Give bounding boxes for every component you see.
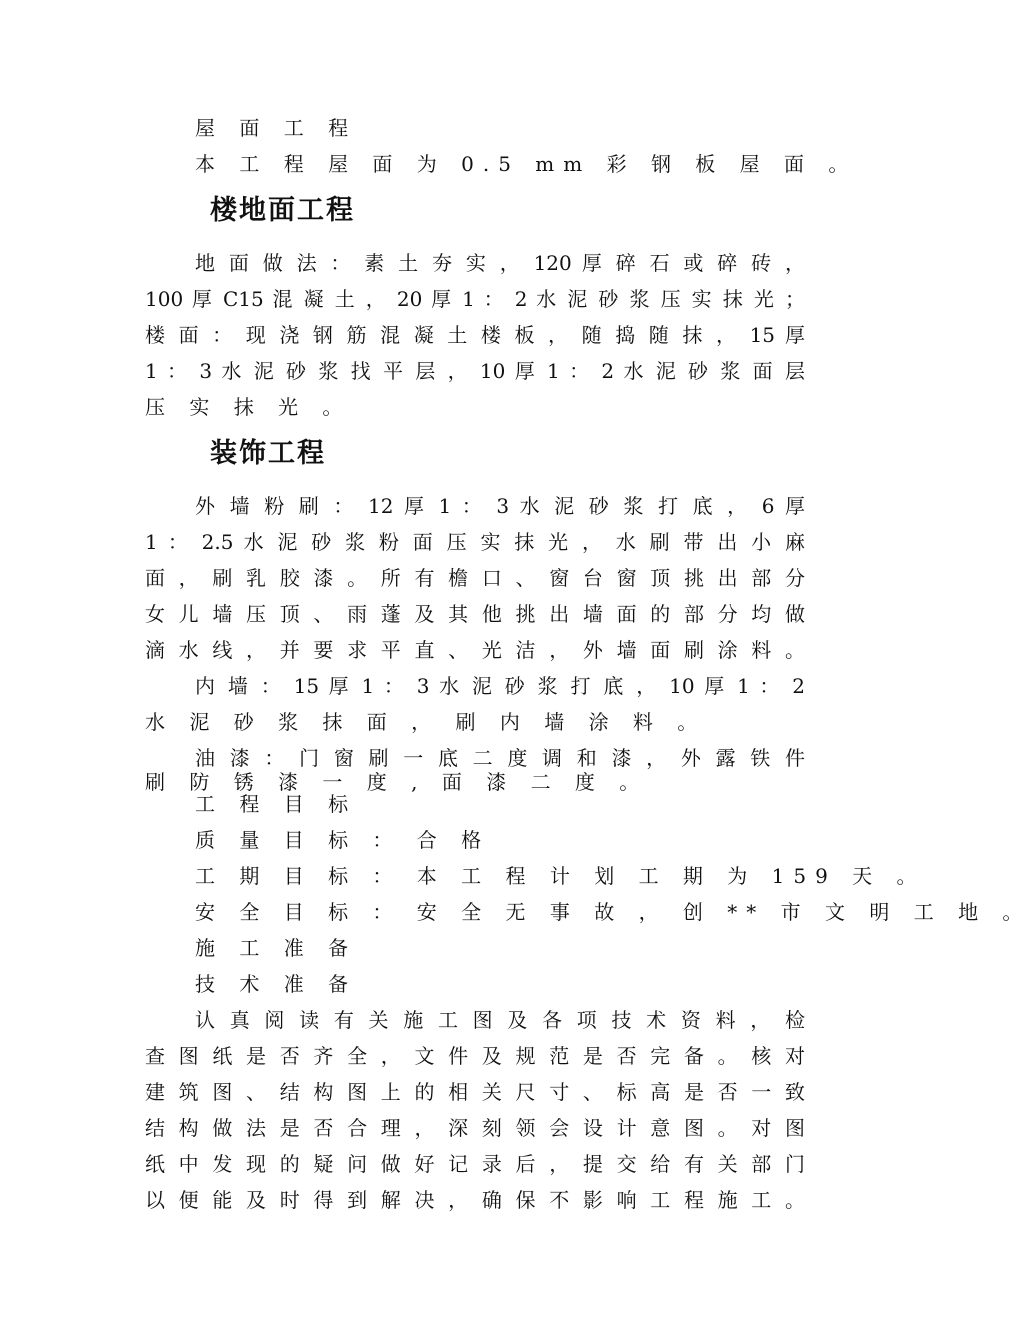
paragraph-line: 1 ： 3 水 泥 砂 浆 找 平 层 ， 10 厚 1 ： 2 水 泥 砂 浆 面 层 <box>145 359 805 383</box>
subheading-construction-preparation: 施 工 准 备 <box>195 936 358 960</box>
paragraph-line: 1 ： 2.5 水 泥 砂 浆 粉 面 压 实 抹 光 ， 水 刷 带 出 小 麻 <box>145 530 805 554</box>
paragraph-line: 纸 中 发 现 的 疑 问 做 好 记 录 后 ， 提 交 给 有 关 部 门 <box>145 1152 805 1176</box>
goal-safety: 安 全 目 标 ： 安 全 无 事 故 ， 创 ** 市 文 明 工 地 。 <box>195 900 1031 924</box>
paragraph-line: 滴 水 线 ， 并 要 求 平 直 、 光 洁 ， 外 墙 面 刷 涂 料 。 <box>145 638 805 662</box>
paragraph-line: 认 真 阅 读 有 关 施 工 图 及 各 项 技 术 资 料 ， 检 <box>195 1008 805 1032</box>
paragraph-line: 查 图 纸 是 否 齐 全 ， 文 件 及 规 范 是 否 完 备 。 核 对 <box>145 1044 805 1068</box>
subheading-project-goals: 工 程 目 标 <box>195 792 358 816</box>
paragraph-line: 压 实 抹 光 。 <box>145 395 352 419</box>
goal-schedule: 工 期 目 标 ： 本 工 程 计 划 工 期 为 159 天 。 <box>195 864 926 888</box>
paragraph-line: 结 构 做 法 是 否 合 理 ， 深 刻 领 会 设 计 意 图 。 对 图 <box>145 1116 805 1140</box>
subheading-roof-works: 屋 面 工 程 <box>195 116 358 140</box>
paragraph-line: 刷 防 锈 漆 一 度 , 面 漆 二 度 。 <box>145 770 649 794</box>
subheading-technical-preparation: 技 术 准 备 <box>195 972 358 996</box>
paragraph-line: 水 泥 砂 浆 抹 面 ， 刷 内 墙 涂 料 。 <box>145 710 707 734</box>
paragraph-line: 地 面 做 法 ： 素 土 夯 实 ， 120 厚 碎 石 或 碎 砖 ， <box>195 251 805 275</box>
paragraph-line: 外 墙 粉 刷 ： 12 厚 1 ： 3 水 泥 砂 浆 打 底 ， 6 厚 <box>195 494 805 518</box>
paragraph-line: 女 儿 墙 压 顶 、 雨 蓬 及 其 他 挑 出 墙 面 的 部 分 均 做 <box>145 602 805 626</box>
heading-floor-works: 楼地面工程 <box>210 195 355 226</box>
paragraph-line: 100 厚 C15 混 凝 土 ， 20 厚 1 ： 2 水 泥 砂 浆 压 实 抹 光 ； <box>145 287 805 311</box>
paragraph-line: 油 漆 ： 门 窗 刷 一 底 二 度 调 和 漆 ， 外 露 铁 件 <box>195 746 805 770</box>
paragraph-line: 以 便 能 及 时 得 到 解 决 ， 确 保 不 影 响 工 程 施 工 。 <box>145 1188 805 1212</box>
paragraph-roof-line: 本 工 程 屋 面 为 0.5 mm 彩 钢 板 屋 面 。 <box>195 152 858 176</box>
goal-quality: 质 量 目 标 ： 合 格 <box>195 828 491 852</box>
paragraph-line: 建 筑 图 、 结 构 图 上 的 相 关 尺 寸 、 标 高 是 否 一 致 <box>145 1080 805 1104</box>
paragraph-line: 内 墙 ： 15 厚 1 ： 3 水 泥 砂 浆 打 底 ， 10 厚 1 ： 2 <box>195 674 805 698</box>
paragraph-line: 面 ， 刷 乳 胶 漆 。 所 有 檐 口 、 窗 台 窗 顶 挑 出 部 分 <box>145 566 805 590</box>
heading-decoration-works: 装饰工程 <box>210 438 326 469</box>
paragraph-line: 楼 面 ： 现 浇 钢 筋 混 凝 土 楼 板 ， 随 捣 随 抹 ， 15 厚 <box>145 323 805 347</box>
